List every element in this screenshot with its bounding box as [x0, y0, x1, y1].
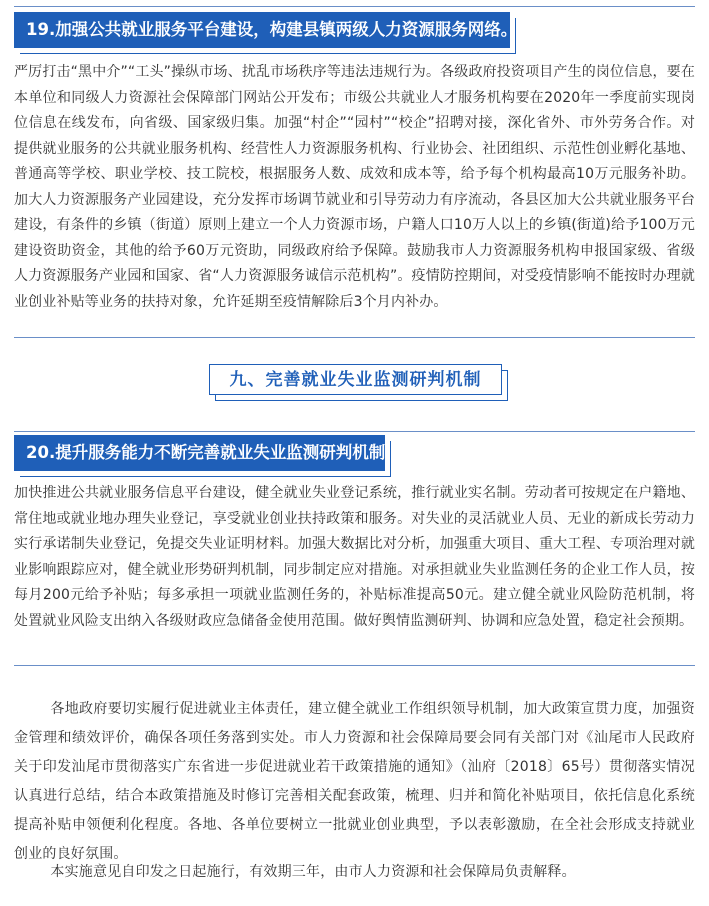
closing-paragraph-2: 本实施意见自印发之日起施行，有效期三年，由市人力资源和社会保障局负责解释。	[50, 864, 576, 880]
item-20-title: 20.提升服务能力不断完善就业失业监测研判机制。	[14, 435, 385, 471]
item-20-divider	[14, 665, 695, 666]
item-19-divider	[14, 337, 695, 338]
item-19-title: 19.加强公共就业服务平台建设，构建县镇两级人力资源服务网络。	[14, 12, 510, 48]
item-20-top-divider	[14, 431, 695, 432]
closing-paragraph-1: 各地政府要切实履行促进就业主体责任，建立健全就业工作组织领导机制，加大政策宣贯力度，加强资金管理和绩效评价，确保各项任务落到实处。市人力资源和社会保障局要会同有关部门对《汕尾市人民政府关于印发汕尾市贯彻落实广东省进一步促进就业若干政策措施的通知》（汕府〔2018〕65号）贯彻落实情况认真进行总结，结合本政策措施及时修订完善相关配套政策，梳理、归并和简化补贴项目，依托信息化系统提高补贴申领便利化程度。各地、各单位要树立一批就业创业典型，予以表彰激励，在全社会形成支持就业创业的良好氛围。	[14, 701, 695, 862]
section-9-heading: 九、完善就业失业监测研判机制	[209, 364, 502, 395]
top-divider	[14, 6, 695, 7]
item-19-body: 严厉打击“黑中介”“工头”操纵市场、扰乱市场秩序等违法违规行为。各级政府投资项目产生的岗位信息，要在本单位和同级人力资源社会保障部门网站公开发布；市级公共就业人才服务机构要在2020年一季度前实现岗位信息在线发布，向省级、国家级归集。加强“村企”“园村”“校企”招聘对接，深化省外、市外劳务合作。对提供就业服务的公共就业服务机构、经营性人力资源服务机构、行业协会、社团组织、示范性创业孵化基地、普通高等学校、职业学校、技工院校，根据服务人数、成效和成本等，给予每个机构最高10万元服务补助。加大人力资源服务产业园建设，充分发挥市场调节就业和引导劳动力有序流动，各县区加大公共就业服务平台建设，有条件的乡镇（街道）原则上建立一个人力资源市场，户籍人口10万人以上的乡镇(街道)给予100万元建设资助资金，其他的给予60万元资助，同级政府给予保障。鼓励我市人力资源服务机构申报国家级、省级人力资源服务产业园和国家、省“人力资源服务诚信示范机构”。疫情防控期间，对受疫情影响不能按时办理就业创业补贴等业务的扶持对象，允许延期至疫情解除后3个月内补办。	[14, 64, 695, 310]
item-20-body: 加快推进公共就业服务信息平台建设，健全就业失业登记系统，推行就业实名制。劳动者可按规定在户籍地、常住地或就业地办理失业登记，享受就业创业扶持政策和服务。对失业的灵活就业人员、无业的新成长劳动力实行承诺制失业登记，免提交失业证明材料。加强大数据比对分析，加强重大项目、重大工程、专项治理对就业影响跟踪应对，健全就业形势研判机制，同步制定应对措施。对承担就业失业监测任务的企业工作人员，按每月200元给予补贴；每多承担一项就业监测任务的，补贴标准提高50元。建立健全就业风险防范机制，将处置就业风险支出纳入各级财政应急储备金使用范围。做好舆情监测研判、协调和应急处置，稳定社会预期。	[14, 485, 695, 629]
